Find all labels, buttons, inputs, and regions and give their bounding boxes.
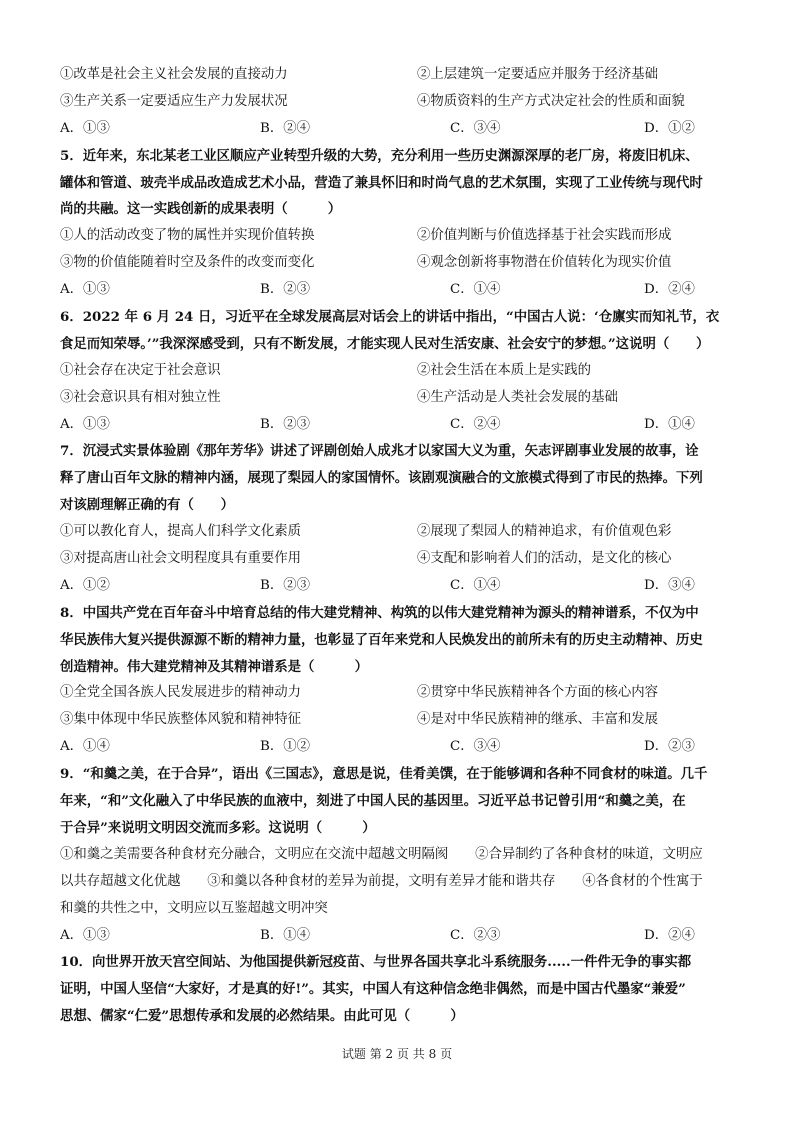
q8-stem-line-3: 创造精神。伟大建党精神及其精神谱系是（ ） [60, 658, 368, 675]
q9-items-line-1: ①和羹之美需要各种食材充分融合，文明应在交流中超越文明隔阂 ②合异制约了各种食材的味道，文明应 [60, 846, 703, 862]
q7-options [60, 573, 736, 600]
q5-option-d: D．②④ [644, 282, 695, 298]
q8-option-d: D．②③ [644, 739, 695, 755]
q7-stem-line-3: 对该剧理解正确的有（ ） [60, 497, 235, 514]
q4-option-a: A．①③ [60, 120, 110, 136]
q7-option-a: A．①② [60, 577, 110, 593]
q4-options [60, 116, 736, 143]
q8-option-b: B．①② [260, 739, 311, 755]
q7-stem-line-2: 释了唐山百年文脉的精神内涵，展现了梨园人的家国情怀。该剧观演融合的文旅模式得到了市民的热捧。下列 [60, 470, 703, 487]
q9-stem-line-3: 于合异”来说明文明因交流而多彩。这说明（ ） [60, 819, 376, 836]
q6-option-a: A．①③ [60, 416, 110, 432]
q6-stem-line-1: 6．2022 年 6 月 24 日，习近平在全球发展高层对话会上的讲话中指出，“中国古人说：‘仓廪实而知礼节，衣 [60, 309, 720, 326]
q4-option-b: B．②④ [260, 120, 311, 136]
q7-option-c: C．①④ [450, 577, 501, 593]
q6-stem-line-2: 食足而知荣辱。’”我深深感受到，只有不断发展，才能实现人民对生活安康、社会安宁的梦想。”这说明（ ） [60, 335, 710, 352]
q10-stem-line-3: 思想、儒家“仁爱”思想传承和发展的必然结果。由此可见（ ） [60, 1008, 464, 1025]
q7-items-row-2 [60, 546, 736, 573]
q5-option-b: B．②③ [260, 282, 311, 298]
q6-option-b: B．②③ [260, 416, 311, 432]
q9-items-line-3: 和羹的共性之中，文明应以互鉴超越文明冲突 [60, 900, 328, 916]
q9-option-b: B．①④ [260, 927, 311, 943]
q6-options [60, 412, 736, 439]
q7-items-row-1 [60, 519, 736, 546]
page-footer: 试题 第 2 页 共 8 页 [341, 1047, 453, 1061]
q5-stem-line-2: 罐体和管道、玻壳半成品改造成艺术小品，营造了兼具怀旧和时尚气息的艺术氛围，实现了工业传统与现代时 [60, 174, 703, 191]
q6-option-c: C．②④ [450, 416, 501, 432]
q9-items-line-2: 以共存超越文化优越 ③和羹以各种食材的差异为前提，文明有差异才能和谐共存 ④各食材的个性寓于 [60, 873, 703, 889]
q9-option-a: A．①③ [60, 927, 110, 943]
q7-item-4: ④支配和影响着人们的活动，是文化的核心 [417, 551, 672, 567]
q8-option-c: C．③④ [450, 739, 501, 755]
q6-item-1: ①社会存在决定于社会意识 [60, 362, 221, 378]
q10-stem-line-2: 证明，中国人坚信“大家好，才是真的好!”。其实，中国人有这种信念绝非偶然，而是中国古代墨家“兼爱” [60, 981, 686, 998]
q9-stem-line-1: 9．“和羹之美，在于合异”，语出《三国志》，意思是说，佳肴美馔，在于能够调和各种不同食材的味道。几千 [60, 766, 708, 783]
q9-option-c: C．②③ [450, 927, 501, 943]
q8-stem-line-1: 8．中国共产党在百年奋斗中培育总结的伟大建党精神、构筑的以伟大建党精神为源头的精神谱系，不仅为中 [60, 604, 699, 621]
q7-item-3: ③对提高唐山社会文明程度具有重要作用 [60, 551, 302, 567]
q5-stem-line-3: 尚的共融。这一实践创新的成果表明（ ） [60, 201, 342, 218]
q4-item-3: ③生产关系一定要适应生产力发展状况 [60, 93, 288, 109]
q4-item-4: ④物质资料的生产方式决定社会的性质和面貌 [417, 93, 685, 109]
q7-option-b: B．②③ [260, 577, 311, 593]
q9-stem-line-2: 年来，“和”文化融入了中华民族的血液中，刻进了中国人民的基因里。习近平总书记曾引用“和羹之美，在 [60, 793, 686, 810]
q5-item-2: ②价值判断与价值选择基于社会实践而形成 [417, 228, 672, 244]
q5-options [60, 277, 736, 304]
q5-items-row-1 [60, 223, 736, 250]
q5-item-3: ③物的价值能随着时空及条件的改变而变化 [60, 255, 315, 271]
q4-item-2: ②上层建筑一定要适应并服务于经济基础 [417, 67, 659, 82]
q8-item-2: ②贯穿中华民族精神各个方面的核心内容 [417, 685, 659, 701]
q6-option-d: D．①④ [644, 416, 695, 432]
q5-item-1: ①人的活动改变了物的属性并实现价值转换 [60, 228, 315, 244]
q5-item-4: ④观念创新将事物潜在价值转化为现实价值 [417, 255, 672, 271]
q6-item-2: ②社会生活在本质上是实践的 [417, 362, 592, 378]
q10-stem-line-1: 10．向世界开放天宫空间站、为他国提供新冠疫苗、与世界各国共享北斗系统服务.....一件件无争的事实都 [60, 954, 692, 971]
q6-item-4: ④生产活动是人类社会发展的基础 [417, 389, 618, 405]
q9-option-d: D．②④ [644, 927, 695, 943]
q8-item-1: ①全党全国各族人民发展进步的精神动力 [60, 685, 302, 701]
q7-option-d: D．③④ [644, 577, 695, 593]
exam-content [60, 62, 736, 1030]
q4-item-1: ①改革是社会主义社会发展的直接动力 [60, 67, 288, 82]
q5-items-row-2 [60, 250, 736, 277]
q8-items-row-2 [60, 707, 736, 734]
q5-stem-line-1: 5．近年来，东北某老工业区顺应产业转型升级的大势，充分利用一些历史渊源深厚的老厂房，将废旧机床、 [60, 147, 699, 164]
q8-option-a: A．①④ [60, 739, 110, 755]
q8-items-row-1 [60, 680, 736, 707]
q8-item-4: ④是对中华民族精神的继承、丰富和发展 [417, 712, 659, 728]
q4-items-row-2 [60, 89, 736, 116]
q5-option-c: C．①④ [450, 282, 501, 298]
q7-item-1: ①可以教化育人，提高人们科学文化素质 [60, 524, 302, 540]
q4-option-d: D．①② [644, 120, 695, 136]
q8-item-3: ③集中体现中华民族整体风貌和精神特征 [60, 712, 302, 728]
q8-stem-line-2: 华民族伟大复兴提供源源不断的精神力量，也彰显了百年来党和人民焕发出的前所未有的历史主动精神、历史 [60, 631, 703, 648]
q7-stem-line-1: 7．沉浸式实景体验剧《那年芳华》讲述了评剧创始人成兆才以家国大义为重，矢志评剧事业发展的故事，诠 [60, 443, 699, 460]
q6-item-3: ③社会意识具有相对独立性 [60, 389, 221, 405]
q4-items-row-1 [60, 62, 736, 89]
q5-option-a: A．①③ [60, 282, 110, 298]
q7-item-2: ②展现了梨园人的精神追求，有价值观色彩 [417, 524, 672, 540]
q6-items-row-1 [60, 358, 736, 385]
q6-items-row-2 [60, 385, 736, 412]
q9-options [60, 923, 736, 950]
q4-option-c: C．③④ [450, 120, 501, 136]
q8-options [60, 734, 736, 761]
